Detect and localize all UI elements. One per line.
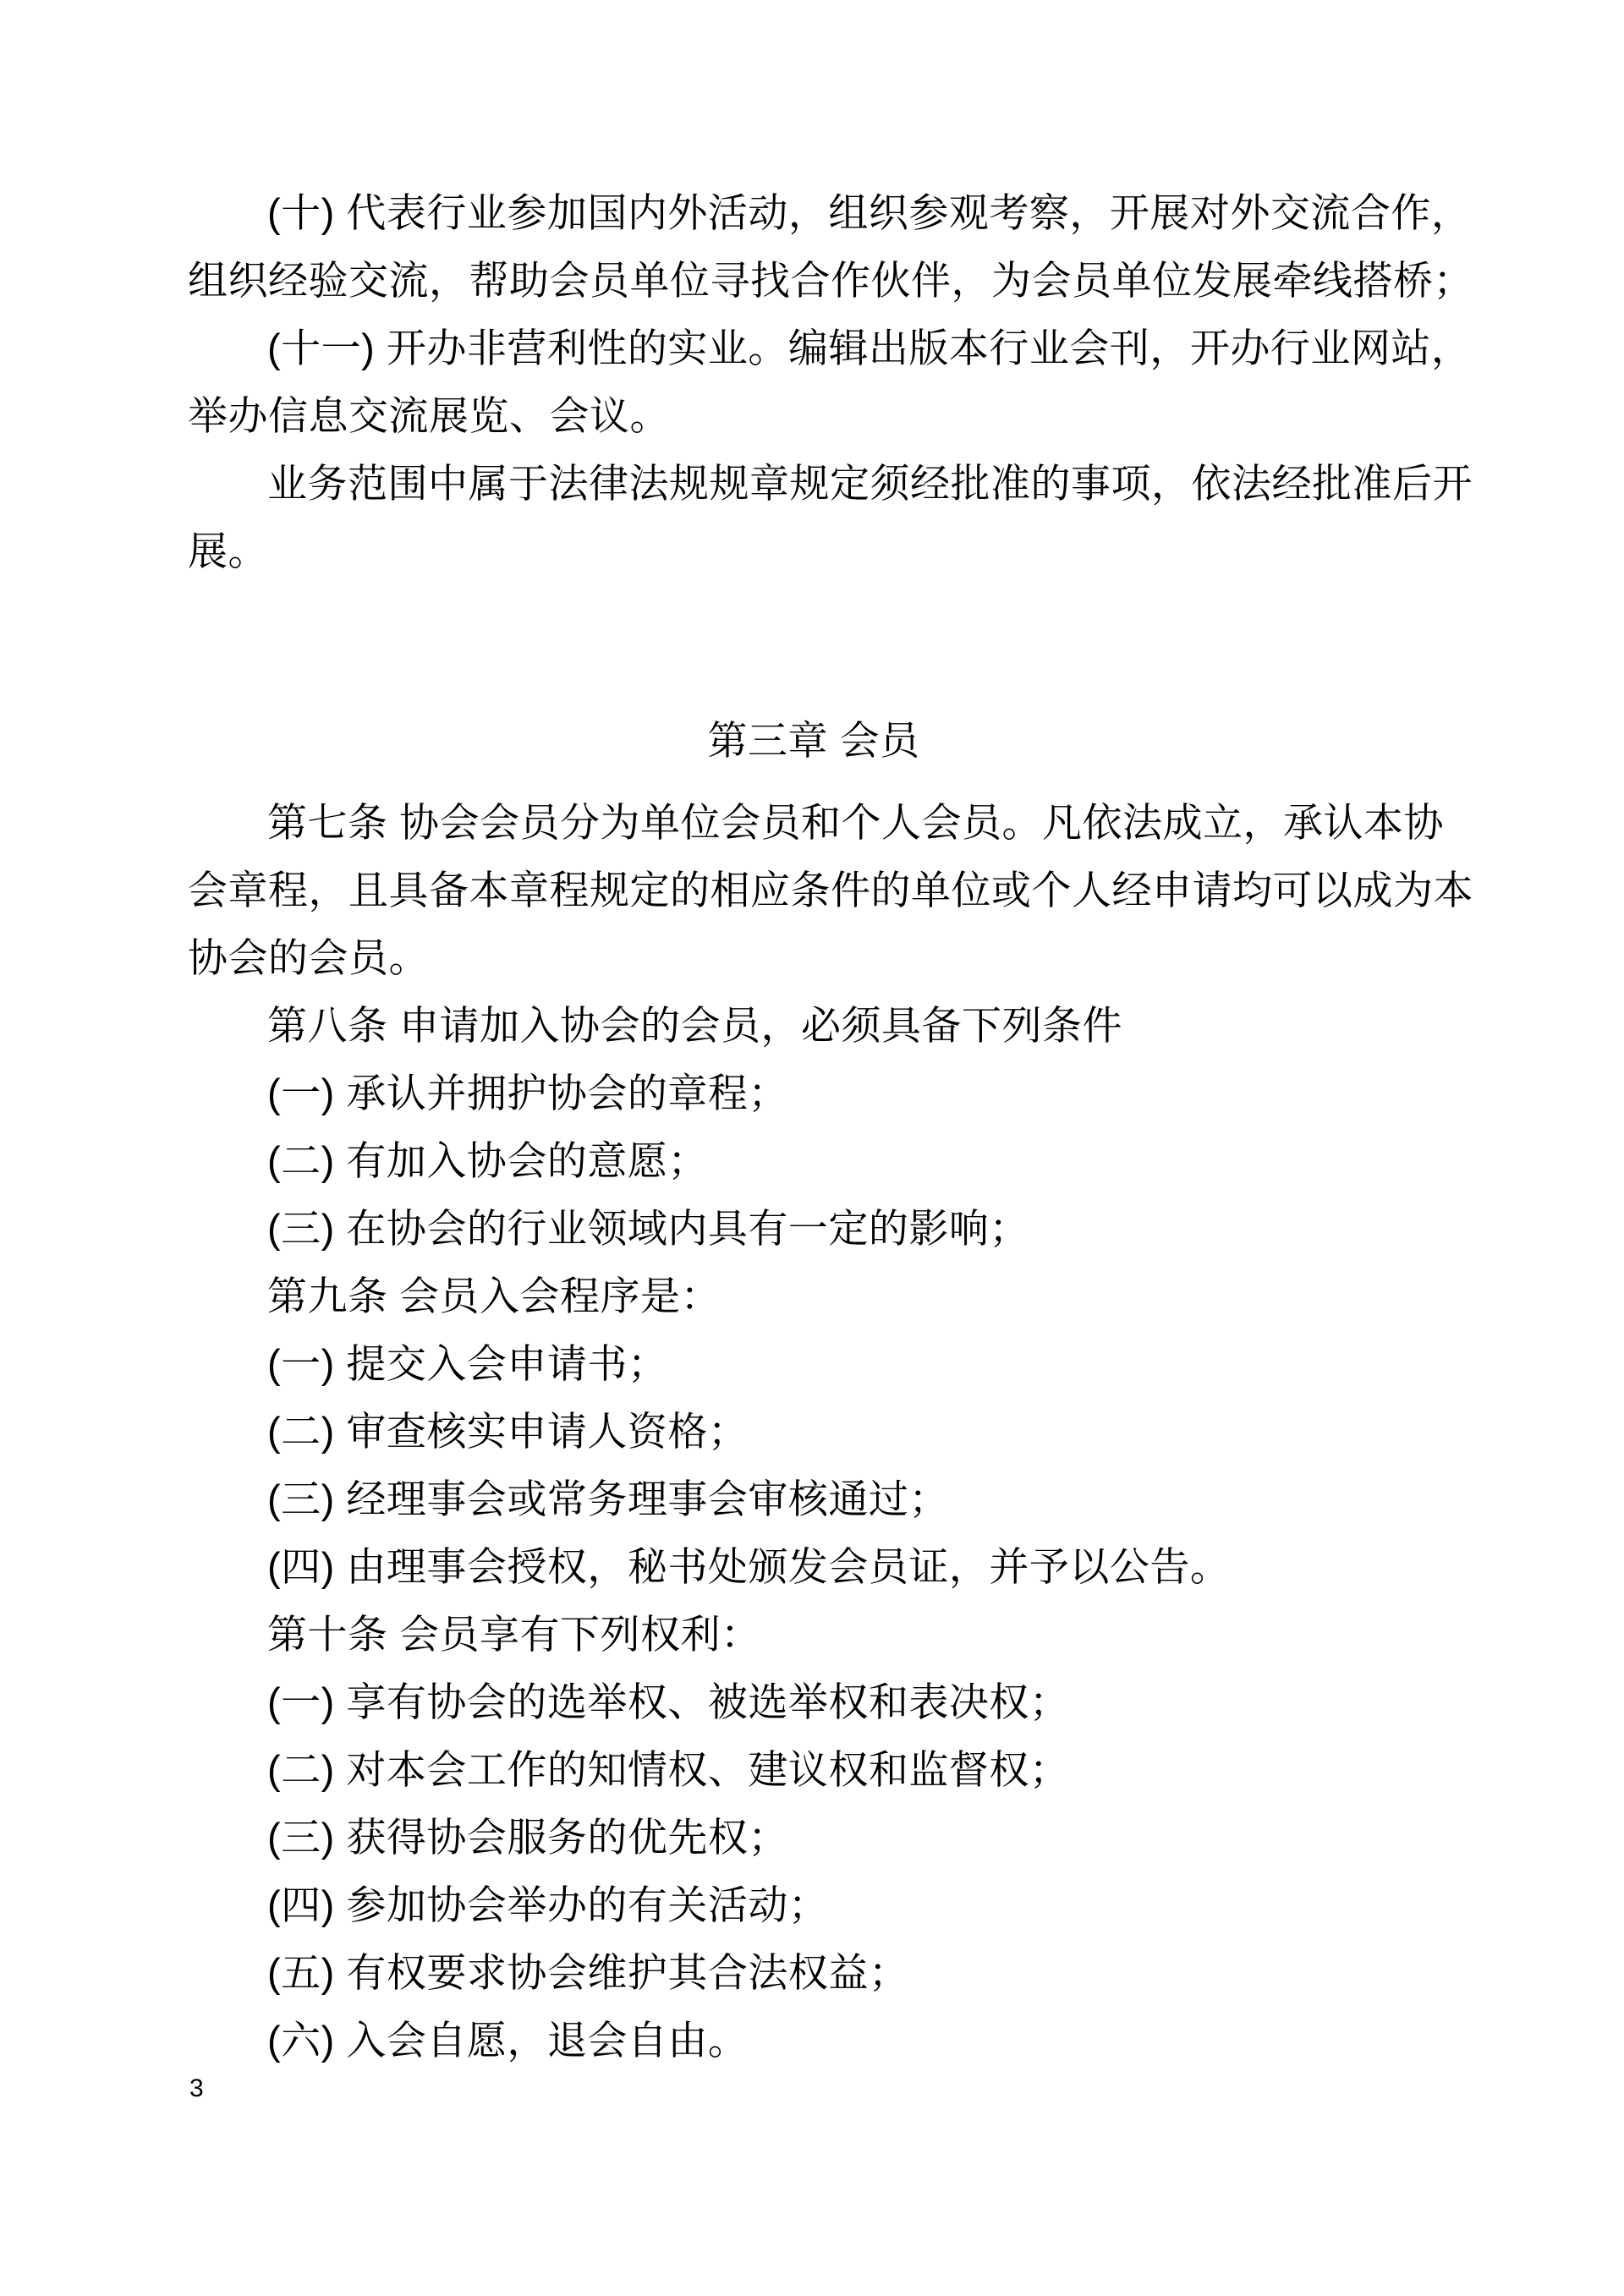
text-line: (一) 享有协会的选举权、被选举权和表决权； [267,1680,1070,1724]
text-line: (四) 参加协会举办的有关活动； [267,1882,829,1927]
text-line: 第七条 协会会员分为单位会员和个人会员。凡依法成立，承认本协 [267,800,1445,845]
text-line: 组织经验交流，帮助会员单位寻找合作伙伴，为会员单位发展牵线搭桥； [188,258,1473,303]
text-line: (三) 在协会的行业领域内具有一定的影响； [267,1206,1029,1251]
text-line: (一) 承认并拥护协会的章程； [267,1071,788,1115]
text-line: (一) 提交入会申请书； [267,1341,668,1386]
paragraph [188,2007,1440,2074]
text-line: 第九条 会员入会程序是： [267,1274,721,1318]
text-line: (三) 经理事会或常务理事会审核通过； [267,1477,949,1521]
paragraph [188,1330,1440,1398]
paragraph [188,179,1473,315]
text-line: (二) 有加入协会的意愿； [267,1138,708,1183]
document-body [188,179,1473,2074]
paragraph [188,1127,1440,1195]
paragraph [188,1263,1440,1330]
paragraph [188,1871,1440,1939]
paragraph [188,1195,1440,1263]
paragraph [188,1804,1440,1871]
text-line: 展。 [188,529,268,573]
paragraph [188,1466,1440,1533]
text-line: (十) 代表行业参加国内外活动，组织参观考察，开展对外交流合作， [267,190,1472,235]
text-line: (二) 审查核实申请人资格； [267,1409,749,1454]
paragraph [188,1736,1440,1804]
paragraph [188,315,1472,450]
text-line: (十一) 开办非营利性的实业。编辑出版本行业会刊，开办行业网站， [267,326,1472,370]
text-line: (二) 对本会工作的知情权、建议权和监督权； [267,1747,1070,1792]
text-line: (四) 由理事会授权，秘书处颁发会员证，并予以公告。 [267,1544,1231,1589]
text-line: (六) 入会自愿，退会自由。 [267,2018,749,2063]
paragraph [188,1669,1440,1736]
paragraph [188,1060,1440,1127]
text-line: 会章程，且具备本章程规定的相应条件的单位或个人经申请均可以成为本 [188,868,1473,912]
paragraph [188,1533,1440,1601]
paragraph [188,992,1440,1060]
page-number: 3 [189,2074,204,2102]
chapter-heading: 第三章 会员 [707,718,920,763]
paragraph [188,450,1473,585]
text-line: (五) 有权要求协会维护其合法权益； [267,1950,909,1995]
text-line: 业务范围中属于法律法规规章规定须经批准的事项，依法经批准后开 [267,461,1473,506]
paragraph [188,1939,1440,2007]
text-line: 第十条 会员享有下列权利： [267,1612,761,1657]
text-line: 协会的会员。 [188,935,429,980]
text-line: (三) 获得协会服务的优先权； [267,1815,788,1860]
text-line: 举办信息交流展览、会议。 [188,393,670,438]
text-line: 第八条 申请加入协会的会员，必须具备下列条件 [267,1003,1123,1048]
paragraph [188,789,1473,992]
paragraph [188,1398,1440,1466]
paragraph [188,1601,1440,1669]
